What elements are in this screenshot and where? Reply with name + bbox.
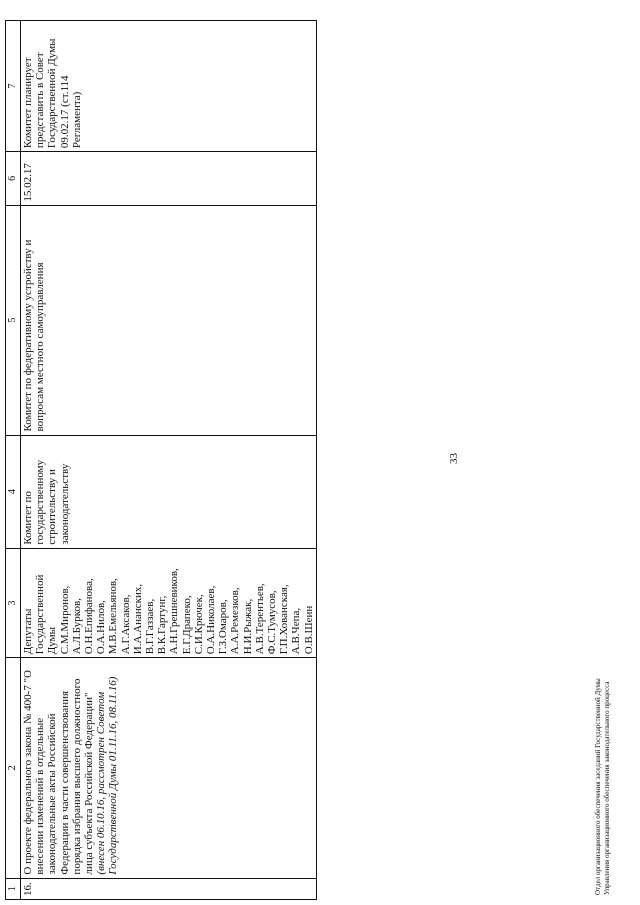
column-header-4: 4: [6, 435, 21, 548]
author-line: Думы: [46, 627, 59, 655]
author-line: А.А.Ремезков,: [229, 587, 242, 655]
author-line: Депутаты: [22, 608, 34, 655]
page-footer: [594, 295, 612, 895]
column-number-row: [6, 21, 21, 900]
author-line: И.А.Ананских,: [131, 583, 144, 655]
bills-table: [5, 20, 317, 900]
table-row: [21, 21, 317, 900]
column-header-6: 6: [6, 152, 21, 206]
author-line: О.А.Нилов,: [95, 600, 108, 655]
author-line: Г.З.Омаров,: [217, 599, 230, 655]
consideration-date: 15.02.17: [21, 152, 317, 206]
footer-line: Управления организационного обеспечения законодательного процесса: [603, 681, 611, 895]
row-number: 16.: [21, 878, 317, 899]
author-line: О.А.Николаев,: [205, 585, 218, 655]
page-number: 33: [448, 453, 460, 464]
author-line: С.И.Крючек,: [192, 594, 205, 655]
author-line: М.В.Емельянов,: [107, 578, 120, 655]
column-header-3: 3: [6, 548, 21, 658]
author-line: А.Н.Грешневиков,: [168, 568, 181, 655]
author-line: А.Л.Бурков,: [70, 598, 83, 655]
author-line: С.М.Миронов,: [58, 585, 71, 655]
bill-title: О проекте федерального закона № 400-7 "О внесении изменений в отдельные законодательные акты Российской Федерации в части совершенствования порядка избрания высшего должностного лица субъекта Российской Федерации": [22, 669, 96, 875]
plan-note: Комитет планирует представить в Совет Государственной Думы 09.02.17 (ст.114 Регламента): [21, 21, 317, 152]
author-line: В.К.Гартунг,: [156, 595, 169, 655]
authors-cell: [21, 548, 317, 658]
author-line: А.В.Чепа,: [290, 607, 303, 655]
column-header-5: 5: [6, 205, 21, 435]
responsible-committee: Комитет по государственному строительству и законодательству: [21, 435, 317, 548]
author-line: О.Н.Епифанова,: [83, 578, 96, 655]
author-line: А.В.Терентьев,: [253, 583, 266, 655]
author-line: Е.Г.Драпеко,: [180, 595, 193, 655]
column-header-1: 1: [6, 878, 21, 899]
author-line: Н.И.Рыжак,: [241, 598, 254, 655]
footer-line: Отдел организационного обеспечения заседаний Государственной Думы: [594, 678, 602, 895]
author-line: В.Г.Газзаев,: [144, 598, 157, 655]
author-line: А.Г.Аксаков,: [119, 594, 132, 655]
column-header-2: 2: [6, 658, 21, 878]
author-line: Государственной: [34, 574, 47, 655]
bill-introduced-note: (внесен 06.10.16, рассмотрен Советом Государственной Думы 01.11.16, 08.11.16): [95, 676, 120, 875]
bill-cell: [21, 658, 317, 878]
co-committee: Комитет по федеративному устройству и вопросам местного самоуправления: [21, 205, 317, 435]
author-line: Г.П.Хованская,: [278, 584, 291, 655]
column-header-7: 7: [6, 21, 21, 152]
author-line: О.В.Шеин: [302, 605, 315, 655]
author-line: Ф.С.Тумусов,: [266, 590, 279, 655]
